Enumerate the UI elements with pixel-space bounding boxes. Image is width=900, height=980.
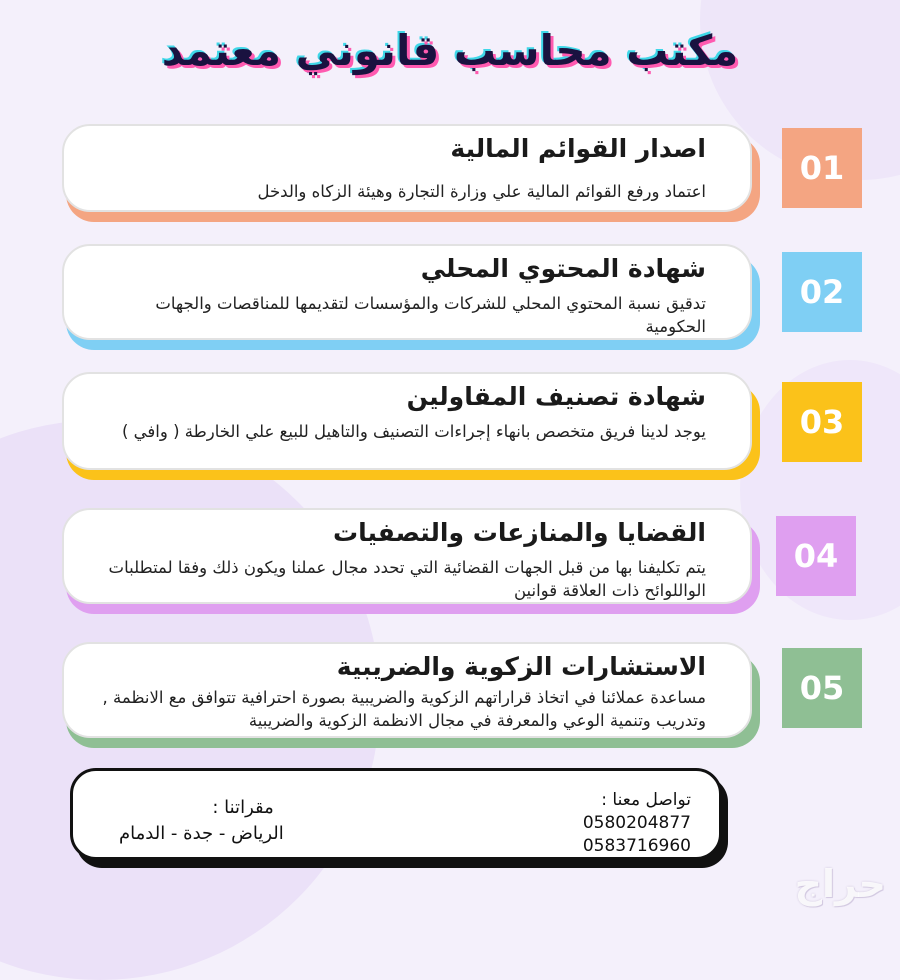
page-title: مكتب محاسب قانوني معتمد bbox=[161, 26, 739, 75]
service-card-body bbox=[62, 508, 752, 604]
service-number-badge: 05 bbox=[782, 648, 862, 728]
phone-number: 0580204877 bbox=[582, 813, 691, 833]
service-description: اعتماد ورفع القوائم المالية علي وزارة التجارة وهيئة الزكاه والدخل bbox=[257, 182, 706, 201]
service-card-body bbox=[62, 124, 752, 212]
service-card-01 bbox=[62, 124, 752, 212]
service-title: اصدار القوائم المالية bbox=[450, 134, 706, 163]
service-card-body bbox=[62, 244, 752, 340]
service-number-badge: 01 bbox=[782, 128, 862, 208]
headquarters bbox=[119, 795, 284, 847]
service-description: تدقيق نسبة المحتوي المحلي للشركات والمؤسسات لتقديمها للمناقصات والجهات الحكومية bbox=[155, 294, 706, 336]
phone-number: 0583716960 bbox=[582, 836, 691, 856]
contact-label: تواصل معنا : bbox=[601, 790, 691, 810]
headquarters-cities: الرياض - جدة - الدمام bbox=[119, 823, 284, 844]
contact-box bbox=[70, 768, 722, 860]
service-title: القضايا والمنازعات والتصفيات bbox=[332, 518, 706, 547]
service-card-04 bbox=[62, 508, 752, 604]
headquarters-label: مقراتنا : bbox=[212, 797, 274, 818]
service-card-05 bbox=[62, 642, 752, 738]
contact-phones bbox=[583, 789, 691, 858]
service-card-03 bbox=[62, 372, 752, 470]
service-description: مساعدة عملائنا في اتخاذ قراراتهم الزكوية والضريبية بصورة احترافية تتوافق مع الانظمة , وتدريب وتنمية الوعي والمعرفة في مجال الانظمة الزكوية والضريبية bbox=[102, 688, 706, 730]
service-card-body bbox=[62, 372, 752, 470]
contact-box-body bbox=[70, 768, 722, 860]
service-description: يوجد لدينا فريق متخصص بانهاء إجراءات التصنيف والتاهيل للبيع علي الخارطة ( وافي ) bbox=[121, 422, 706, 441]
service-number-badge: 02 bbox=[782, 252, 862, 332]
service-description: يتم تكليفنا بها من قبل الجهات القضائية التي تحدد مجال عملنا ويكون ذلك وفقا لمتطلبات الواللوائح ذات العلاقة قوانين bbox=[108, 558, 706, 600]
service-card-body bbox=[62, 642, 752, 738]
service-title: شهادة تصنيف المقاولين bbox=[406, 382, 706, 411]
service-number-badge: 04 bbox=[776, 516, 856, 596]
service-title: الاستشارات الزكوية والضريبية bbox=[336, 652, 706, 681]
service-number-badge: 03 bbox=[782, 382, 862, 462]
watermark-logo: حراج bbox=[794, 862, 886, 906]
service-card-02 bbox=[62, 244, 752, 340]
service-title: شهادة المحتوي المحلي bbox=[420, 254, 706, 283]
